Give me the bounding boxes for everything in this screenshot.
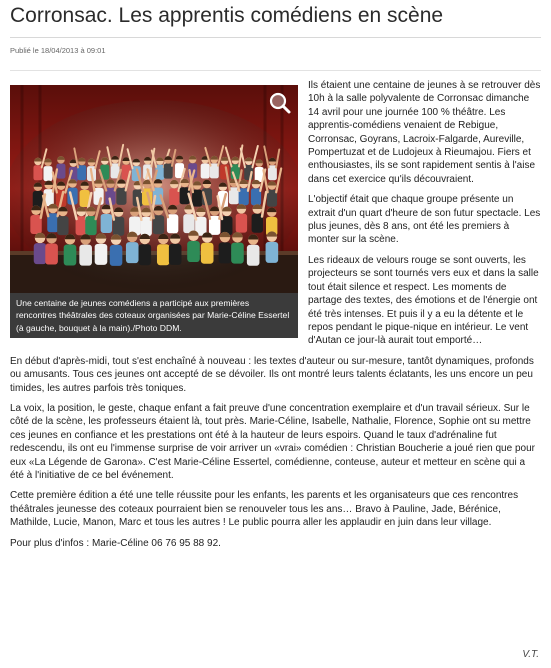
title-divider [10,37,541,38]
performer-body [57,216,68,235]
magnifier-icon[interactable] [268,91,292,115]
performer-body [201,164,210,179]
performer-body [187,241,200,262]
performer-body [33,191,43,208]
paragraph: La voix, la position, le geste, chaque enfant a fait preuve d'une concentration exemplaire et d'un travail sérieux. Sur le côté de la scène, les professeurs étaient là, tout près. Marie-Céline, Isabelle, Nathalie, Florence, Sophie ont su mettre ces jeunes en confiance et les prestations ont été à la hauteur de leurs espoirs. Quand le taux d'adrénaline fut redescendu, ils ont eu l'immense surprise de voir arriver un «vrai» comédien : Christian Boucherie a joué rien que pour eux «La Légende de Garona». C'est Marie-Céline Essertel, comédienne, conteuse, auteur et metteur en scène qui a été à l'initiative de ce bel événement. [10,402,535,481]
publish-date: Publié le 18/04/2013 à 09:01 [10,46,106,55]
performer-body [45,244,58,265]
performer-body [169,244,182,265]
performer-body [183,214,194,233]
paragraph: Les rideaux de velours rouge se sont ouverts, les projecteurs se sont tournés vers eux et dans la salle tout était silence et respect. Les moments de partage des textes, des émotions et de l'énergie ont été très intenses. Et puis il y a eu la détente et le repos pendant le pique-nique en intérieur. Le vent d'Autan ce jour-là aurait tout emporté… [308,254,539,347]
article-title: Corronsac. Les apprentis comédiens en scène [10,4,444,27]
performer-body [101,214,112,233]
performer-body [110,245,123,266]
performer-body [34,243,47,264]
paragraph: Ils étaient une centaine de jeunes à se retrouver dès 10h à la salle polyvalente de Corronsac dimanche 14 avril pour une journée 100 % théâtre. Les apprentis-comédiens venaient de Rebigue, Corronsac, Goyrans, Lacroix-Falgarde, Aureville, Pompertuzat et de Ludojeux à Rieumajou. Fiers et enthousiastes, ils se sont rapidement sentis à l'aise dans cet exercice qu'ils découvraient. [308,80,541,185]
author-signature: V.T. [522,649,539,660]
performer-body [266,242,279,263]
paragraph: Pour plus d'infos : Marie-Céline 06 76 95 88 92. [10,537,221,549]
paragraph: L'objectif était que chaque groupe présente un extrait d'un quart d'heure de son futur spectacle. Les plus jeunes, dès 8 ans, ont été les premiers à monter sur la scène. [308,194,541,246]
article-photo[interactable] [10,85,298,293]
performer-body [64,244,77,265]
performer-body [126,242,139,263]
performer-body [79,245,92,266]
paragraph: En début d'après-midi, tout s'est enchaîné à nouveau : les textes d'auteur ou sur-mesure, tantôt dynamiques, profonds ou amusants. Tous ces jeunes ont accepté de se dévoiler. Ils ont montré leurs talents éclatants, les uns encore un peu timides, les autres parfois très toniques. [10,355,534,394]
performer-body [231,243,244,264]
performer-body [201,243,214,264]
paragraph: Cette première édition a été une telle réussite pour les enfants, les parents et les organisateurs que ces rencontres théâtrales jeunesse des coteaux pourraient bien se renouveler tous les ans… Bravo à Pauline, Jade, Bérénice, Mathilde, Lucie, Manon, Marc et tous les autres ! Le public pourra aller les applaudir en juin dans leur village. [10,490,519,529]
performer-body [43,166,52,181]
photo-caption: Une centaine de jeunes comédiens a participé aux premières rencontres théâtrales des coteaux organisées par Marie-Céline Essertel (à gauche, bouquet à la main)./Photo DDM. [10,293,298,338]
article-figure [10,85,298,338]
performer-body [56,164,65,179]
performer-body [219,242,232,263]
performer-body [247,245,260,266]
performer-body [236,214,247,233]
performer-body [139,244,152,265]
performer-body [95,244,108,265]
photo-illustration [10,85,298,293]
performer-body [157,244,170,265]
article-body [10,71,541,550]
